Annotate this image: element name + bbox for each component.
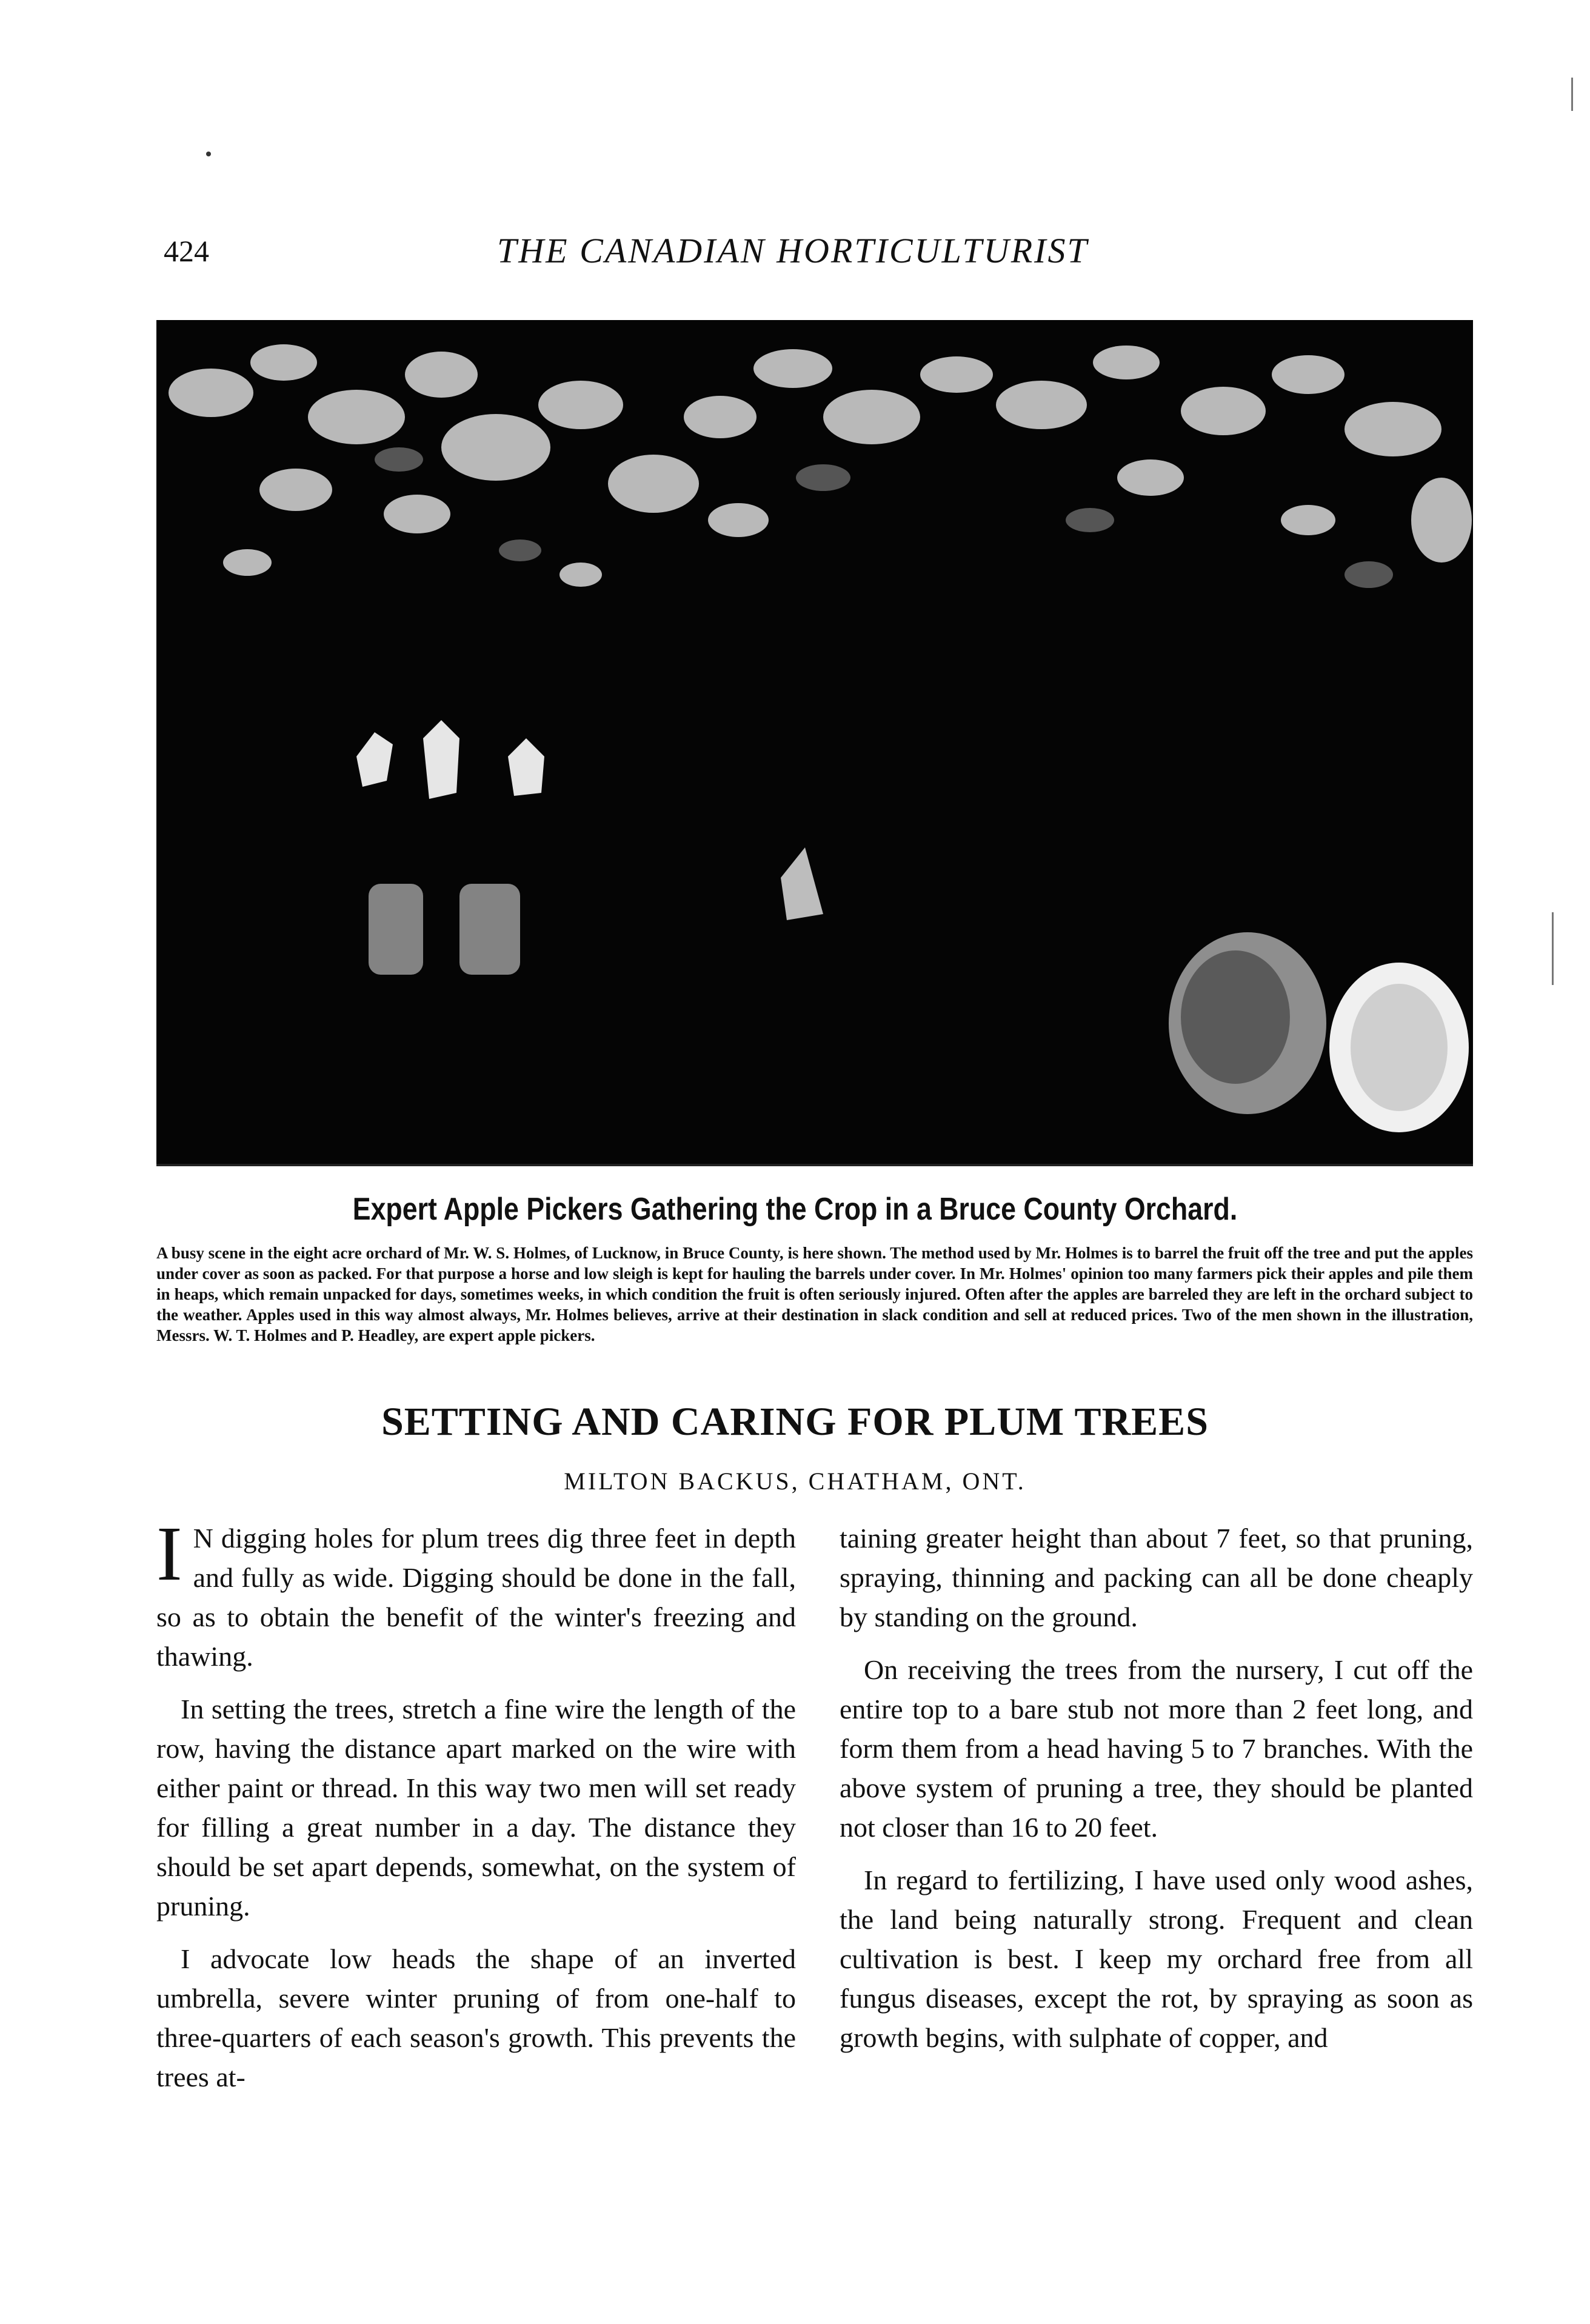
figure-caption-title: Expert Apple Pickers Gathering the Crop in a Bruce County Orchard. [352, 1192, 1238, 1227]
paragraph: I advocate low heads the shape of an inverted umbrella, severe winter pruning of from one-half to three-quarters of each season's growth. This prevents the trees at- [156, 1943, 796, 2092]
journal-title: THE CANADIAN HORTICULTURIST [497, 231, 1089, 270]
article-column-right [840, 1518, 1473, 2071]
article-column-left [156, 1511, 796, 2110]
orchard-photo-drawing [156, 320, 1473, 1164]
paragraph: In setting the trees, stretch a fine wire the length of the row, having the distance apart marked on the wire with either paint or thread. In this way two men will set ready for filling a great number in a day. The distance they should be set apart depends, somewhat, on the system of pruning. [156, 1694, 796, 1922]
paragraph: On receiving the trees from the nursery, I cut off the entire top to a bare stub not more than 2 feet long, and form them from a head having 5 to 7 branches. With the above system of pruning a tree, they should be planted not closer than 16 to 20 feet. [840, 1654, 1473, 1843]
paragraph: taining greater height than about 7 feet, so that pruning, spraying, thinning and packing can all be done cheaply by standing on the ground. [840, 1523, 1473, 1632]
article-title: SETTING AND CARING FOR PLUM TREES [381, 1400, 1209, 1444]
scan-edge-mark [1552, 912, 1554, 985]
page-number: 424 [164, 234, 209, 268]
scan-speck [206, 152, 211, 156]
article-byline: MILTON BACKUS, CHATHAM, ONT. [564, 1468, 1026, 1495]
paragraph [156, 1511, 796, 1676]
figure-caption-text: A busy scene in the eight acre orchard of Mr. W. S. Holmes, of Lucknow, in Bruce County, is here shown. The method used by Mr. Holmes is to barrel the fruit off the tree and put the apples under cover as soon as packed. For that purpose a horse and low sleigh is kept for hauling the barrels under cover. In Mr. Holmes' opinion too many farmers pick their apples and pile them in heaps, which remain unpacked for days, sometimes weeks, in which condition the fruit is often seriously injured. Often after the apples are barreled they are left in the orchard subject to the weather. Apples used in this way almost always, Mr. Holmes believes, arrive at their destination in slack condition and sell at reduced prices. Two of the men shown in the illustration, Messrs. W. T. Holmes and P. Headley, are expert apple pickers. [156, 1244, 1473, 1344]
scan-edge-mark [1571, 78, 1573, 111]
paragraph: In regard to fertilizing, I have used only wood ashes, the land being naturally strong. Frequent and clean cultivation is best. I keep my orchard free from all fungus diseases, except the rot, by spraying as soon as growth begins, with sulphate of copper, and [840, 1865, 1473, 2053]
drop-cap: I [156, 1511, 182, 1597]
orchard-photo [156, 320, 1473, 1166]
paragraph-text: N digging holes for plum trees dig three feet in depth and fully as wide. Digging should be done in the fall, so as to obtain the benefit of the winter's freezing and thawing. [156, 1523, 796, 1672]
